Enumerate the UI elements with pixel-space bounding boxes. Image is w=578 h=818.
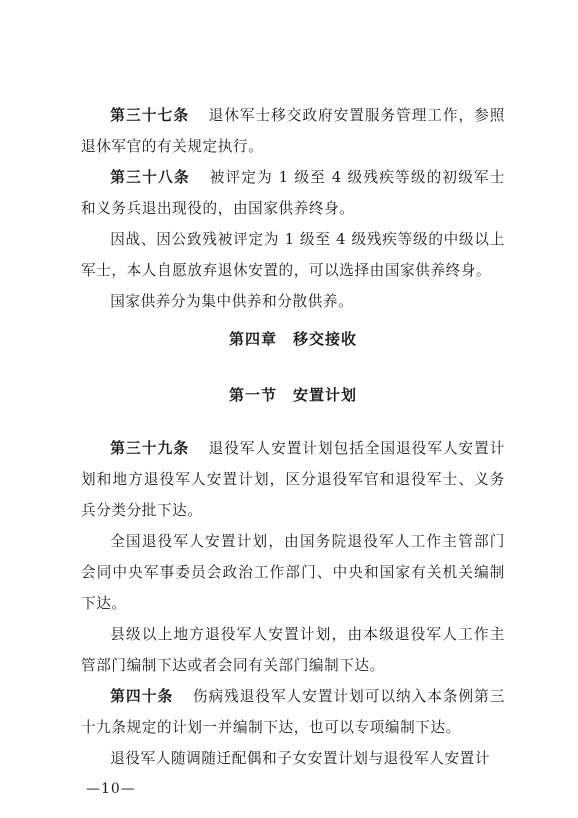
paragraph-text: 退役军人随调随迁配偶和子女安置计划与退役军人安置计 bbox=[110, 750, 491, 767]
paragraph-text: 国家供养分为集中供养和分散供养。 bbox=[110, 293, 354, 310]
page-number: —10— bbox=[86, 781, 136, 797]
chapter-title: 第四章 移交接收 bbox=[228, 330, 357, 348]
paragraph-text: 因战、因公致残被评定为 1 级至 4 级残疾等级的中级以上军士，本人自愿放弃退休安置的，可以选择由国家供养终身。 bbox=[81, 231, 505, 279]
paragraph bbox=[81, 526, 505, 619]
article-text: 被评定为 1 级至 4 级残疾等级的初级军士和义务兵退出现役的，由国家供养终身。 bbox=[81, 169, 505, 217]
article-number: 第三十八条 bbox=[110, 169, 191, 186]
article-40 bbox=[81, 681, 505, 743]
article-number: 第三十七条 bbox=[110, 107, 190, 124]
paragraph bbox=[81, 619, 505, 681]
article-39 bbox=[81, 433, 505, 526]
paragraph-text: 县级以上地方退役军人安置计划，由本级退役军人工作主管部门编制下达或者会同有关部门编制下达。 bbox=[81, 626, 505, 674]
paragraph bbox=[81, 743, 505, 774]
paragraph-text: 全国退役军人安置计划，由国务院退役军人工作主管部门会同中央军事委员会政治工作部门、中央和国家有关机关编制下达。 bbox=[81, 533, 505, 612]
article-text: 退役军人安置计划包括全国退役军人安置计划和地方退役军人安置计划，区分退役军官和退役军士、义务兵分类分批下达。 bbox=[81, 440, 505, 519]
articles-block-bottom bbox=[81, 433, 505, 774]
article-text: 退休军士移交政府安置服务管理工作，参照退休军官的有关规定执行。 bbox=[81, 107, 505, 155]
article-37 bbox=[81, 100, 505, 162]
section-title: 第一节 安置计划 bbox=[228, 386, 357, 404]
articles-block-top bbox=[81, 100, 505, 317]
article-number: 第四十条 bbox=[110, 688, 174, 705]
paragraph bbox=[81, 286, 505, 317]
article-text: 伤病残退役军人安置计划可以纳入本条例第三十九条规定的计划一并编制下达，也可以专项编制下达。 bbox=[81, 688, 505, 736]
article-38 bbox=[81, 162, 505, 224]
article-number: 第三十九条 bbox=[110, 440, 190, 457]
paragraph bbox=[81, 224, 505, 286]
